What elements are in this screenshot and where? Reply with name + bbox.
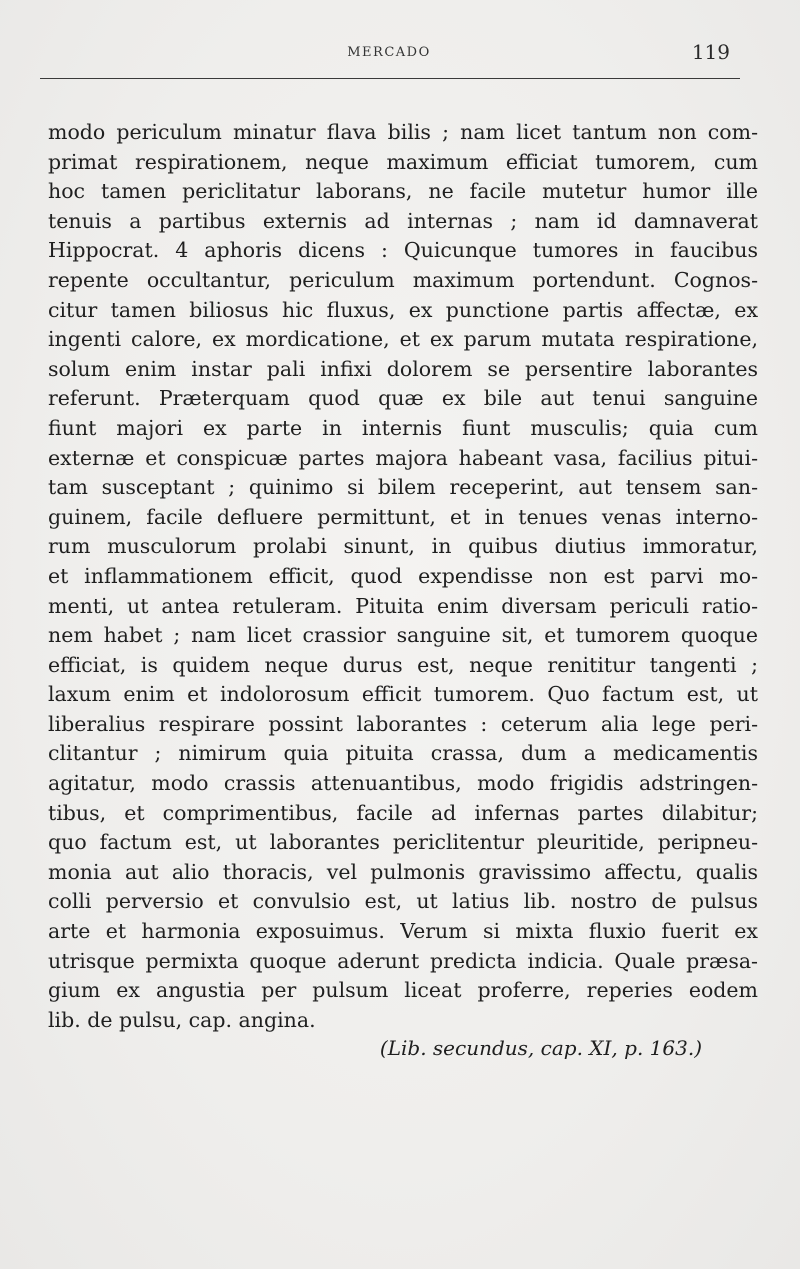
citation: (Lib. secundus, cap. XI, p. 163.) <box>379 1036 702 1060</box>
text-line: laxum enim et indolorosum efficit tumorem. Quo factum est, ut <box>48 682 758 707</box>
running-title: MERCADO <box>347 45 431 60</box>
text-line: Hippocrat. 4 aphoris dicens : Quicunque tumores in faucibus <box>48 238 758 263</box>
text-line: nem habet ; nam licet crassior sanguine sit, et tumorem quoque <box>48 623 758 648</box>
text-line: clitantur ; nimirum quia pituita crassa, dum a medicamentis <box>48 741 758 766</box>
text-line: colli perversio et convulsio est, ut latius lib. nostro de pulsus <box>48 889 758 914</box>
text-line: lib. de pulsu, cap. angina. <box>48 1007 316 1032</box>
text-line: efficiat, is quidem neque durus est, neque renititur tangenti ; <box>48 652 758 677</box>
text-line: tenuis a partibus externis ad internas ; nam id damnaverat <box>48 208 758 233</box>
text-line: monia aut alio thoracis, vel pulmonis gravissimo affectu, qualis <box>48 859 758 884</box>
text-line: tam susceptant ; quinimo si bilem receperint, aut tensem san- <box>48 475 758 500</box>
running-head <box>48 40 730 64</box>
text-line: primat respirationem, neque maximum efficiat tumorem, cum <box>48 149 758 174</box>
text-line: utrisque permixta quoque aderunt predicta indicia. Quale præsa- <box>48 948 758 973</box>
text-line: citur tamen biliosus hic fluxus, ex punctione partis affectæ, ex <box>48 297 758 322</box>
text-line: hoc tamen periclitatur laborans, ne facile mutetur humor ille <box>48 179 758 204</box>
text-line: liberalius respirare possint laborantes : ceterum alia lege peri- <box>48 711 758 736</box>
text-line: repente occultantur, periculum maximum portendunt. Cognos- <box>48 267 758 292</box>
text-line: rum musculorum prolabi sinunt, in quibus diutius immoratur, <box>48 534 758 559</box>
text-line: agitatur, modo crassis attenuantibus, modo frigidis adstringen- <box>48 771 758 796</box>
text-line: ingenti calore, ex mordicatione, et ex parum mutata respiratione, <box>48 327 758 352</box>
text-line: guinem, facile defluere permittunt, et in tenues venas interno- <box>48 504 758 529</box>
text-line: modo periculum minatur flava bilis ; nam licet tantum non com- <box>48 120 758 144</box>
text-line: et inflammationem efficit, quod expendisse non est parvi mo- <box>48 563 758 588</box>
header-rule <box>40 78 740 79</box>
body-paragraph <box>48 118 758 1035</box>
text-line: arte et harmonia exposuimus. Verum si mixta fluxio fuerit ex <box>48 919 758 944</box>
text-line: menti, ut antea retuleram. Pituita enim diversam periculi ratio- <box>48 593 758 618</box>
text-line: externæ et conspicuæ partes majora habeant vasa, facilius pitui- <box>48 445 758 470</box>
text-line: tibus, et comprimentibus, facile ad infernas partes dilabitur; <box>48 800 758 825</box>
text-line: fiunt majori ex parte in internis fiunt musculis; quia cum <box>48 415 758 440</box>
text-line: referunt. Præterquam quod quæ ex bile aut tenui sanguine <box>48 386 758 411</box>
page-number: 119 <box>691 40 730 64</box>
text-line: solum enim instar pali infixi dolorem se persentire laborantes <box>48 356 758 381</box>
text-line: gium ex angustia per pulsum liceat proferre, reperies eodem <box>48 978 758 1003</box>
text-line: quo factum est, ut laborantes periclitentur pleuritide, peripneu- <box>48 830 758 855</box>
